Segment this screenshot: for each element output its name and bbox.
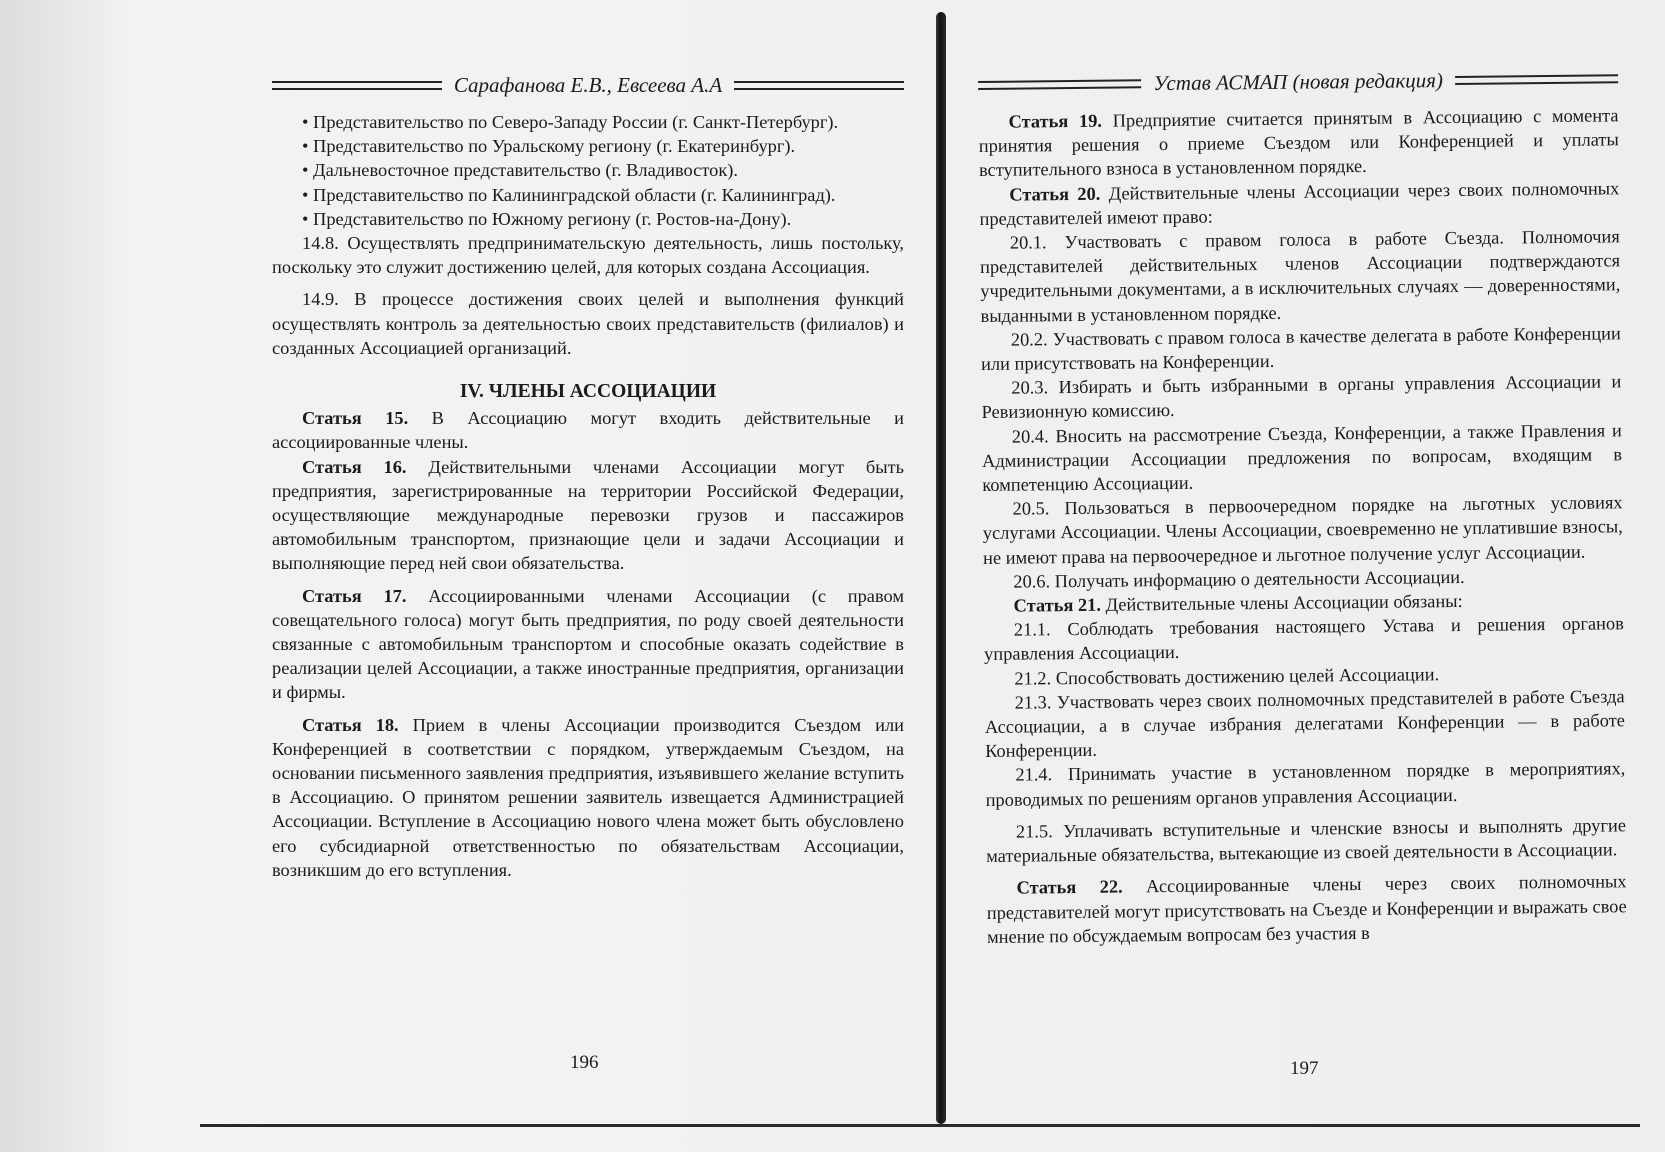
- article-text: Ассоциированные члены через своих полномочных представителей могут присутствовать на Съезде и Конференции и выражать свое мнение по обсуждаемым вопросам без участия в: [986, 871, 1627, 947]
- article-text: В Ассоциацию могут входить действительные и ассоциированные члены.: [272, 408, 905, 453]
- article-20: [979, 176, 1619, 231]
- article-label: Статья 20.: [1009, 183, 1101, 205]
- left-running-header: [272, 70, 904, 100]
- article-22: [986, 870, 1627, 949]
- page-bottom-edge: [200, 1124, 1640, 1127]
- article-label: Статья 22.: [1016, 876, 1123, 898]
- section-heading: IV. ЧЛЕНЫ АССОЦИАЦИИ: [459, 381, 717, 403]
- left-page-number: 196: [570, 1052, 599, 1073]
- article-label: Статья 21.: [1013, 594, 1102, 616]
- right-page: [978, 63, 1627, 949]
- article-text: Действительные члены Ассоциации обязаны:: [1100, 591, 1463, 615]
- clause-14-8: 14.8. Осуществлять предпринимательскую деятельность, лишь постольку, поскольку это служит достижению целей, для которых создана Ассоциация.: [272, 233, 904, 278]
- right-running-header: [978, 63, 1618, 100]
- article-text: Действительные члены Ассоциации через своих полномочных представителей имеют право:: [979, 177, 1620, 229]
- article-16: [272, 455, 904, 576]
- header-rule: [272, 81, 442, 90]
- article-15: [272, 406, 904, 454]
- list-item: • Представительство по Калининградской области (г. Калининград).: [302, 184, 836, 205]
- clause-20-5: 20.5. Пользоваться в первоочередном порядке на льготных условиях услугами Ассоциации. Члены Ассоциации, своевременно не уплатившие взносы, не имеют права на первоочередное и льготное получение услуг Ассоциации.: [982, 492, 1623, 568]
- clause-21-4: 21.4. Принимать участие в установленном порядке в мероприятиях, проводимых по решениям органов управления Ассоциации.: [985, 758, 1626, 810]
- article-17: [272, 584, 904, 705]
- list-item: • Представительство по Южному региону (г. Ростов-на-Дону).: [302, 208, 792, 229]
- header-rule: [1455, 74, 1618, 85]
- clause-21-1: 21.1. Соблюдать требования настоящего Устава и решения органов управления Ассоциации.: [984, 613, 1624, 665]
- clause-20-4: 20.4. Вносить на рассмотрение Съезда, Конференции, а также Правления и Администрации Ассоциации предложения по вопросам, входящим в компетенцию Ассоциации.: [981, 419, 1623, 496]
- book-spine: [936, 12, 946, 1124]
- left-header-title: Сарафанова Е.В., Евсеева А.А: [453, 72, 723, 97]
- article-text: Действительными членами Ассоциации могут быть предприятия, зарегистрированные на территории Российской Федерации, осуществляющие международные перевозки грузов и пассажиров автомобильным транспортом, признающие цели и задачи Ассоциации и выполняющие перед ней свои обязательства.: [272, 456, 904, 574]
- clause-20-2: 20.2. Участвовать с правом голоса в качестве делегата в работе Конференции или присутствовать на Конференции.: [980, 323, 1621, 375]
- header-rule: [734, 81, 904, 90]
- list-item: • Представительство по Уральскому региону (г. Екатеринбург).: [302, 136, 796, 157]
- list-item: • Представительство по Северо-Западу России (г. Санкт-Петербург).: [302, 112, 839, 132]
- article-18: [272, 713, 904, 882]
- clause-21-2: 21.2. Способствовать достижению целей Ассоциации.: [1014, 663, 1440, 689]
- right-header-title: Устав АСМАП (новая редакция): [1153, 67, 1444, 95]
- clause-21-5: 21.5. Уплачивать вступительные и членские взносы и выполнять другие материальные обязательства, вытекающие из своей деятельности в Ассоциации.: [986, 815, 1627, 867]
- right-page-number: 197: [1290, 1058, 1319, 1079]
- article-label: Статья 19.: [1008, 110, 1103, 132]
- article-label: Статья 17.: [302, 585, 407, 606]
- clause-21-3: 21.3. Участвовать через своих полномочных представителей в работе Съезда Ассоциации, а в случае избрания делегатами Конференции — в работе Конференции.: [984, 686, 1625, 762]
- clause-20-3: 20.3. Избирать и быть избранными в органы управления Ассоциации и Ревизионную комиссию.: [981, 371, 1622, 423]
- list-item: • Дальневосточное представительство (г. Владивосток).: [302, 160, 738, 181]
- article-text: Предприятие считается принятым в Ассоциацию с момента принятия решения о приеме Съездом или Конференцией и уплаты вступительного взноса в установленном порядке.: [978, 105, 1619, 181]
- header-rule: [978, 79, 1141, 90]
- right-page-body: [978, 103, 1627, 949]
- clause-14-9: 14.9. В процессе достижения своих целей и выполнения функций осуществлять контроль за деятельностью своих представительств (филиалов) и созданных Ассоциацией организаций.: [272, 289, 904, 358]
- article-text: Ассоциированными членами Ассоциации (с правом совещательного голоса) могут быть предприятия, по роду своей деятельности связанные с автомобильным транспортом и способные оказать содействие в реализации целей Ассоциации, а также иностранные предприятия, организации и фирмы.: [272, 585, 905, 703]
- clause-20-6: 20.6. Получать информацию о деятельности Ассоциации.: [1013, 566, 1465, 592]
- article-19: [978, 103, 1619, 182]
- article-label: Статья 18.: [302, 714, 399, 735]
- left-page-body: [272, 110, 904, 882]
- article-text: Прием в члены Ассоциации производится Съездом или Конференцией в соответствии с порядком, утверждаемым Съездом, на основании письменного заявления предприятия, изъявившего желание вступить в Ассоциацию. О принятом решении заявитель извещается Администрацией Ассоциации. Вступление в Ассоциацию нового члена может быть обусловлено его субсидиарной ответственностью по обязательствам Ассоциации, возникшим до его вступления.: [272, 714, 904, 880]
- left-page: [272, 70, 904, 882]
- article-label: Статья 15.: [302, 408, 409, 429]
- article-label: Статья 16.: [302, 456, 407, 477]
- clause-20-1: 20.1. Участвовать с правом голоса в работе Съезда. Полномочия представителей действительных членов Ассоциации подтверждаются учредительными документами, а в исключительных случаях — доверенностями, выданными в установленном порядке.: [979, 226, 1621, 326]
